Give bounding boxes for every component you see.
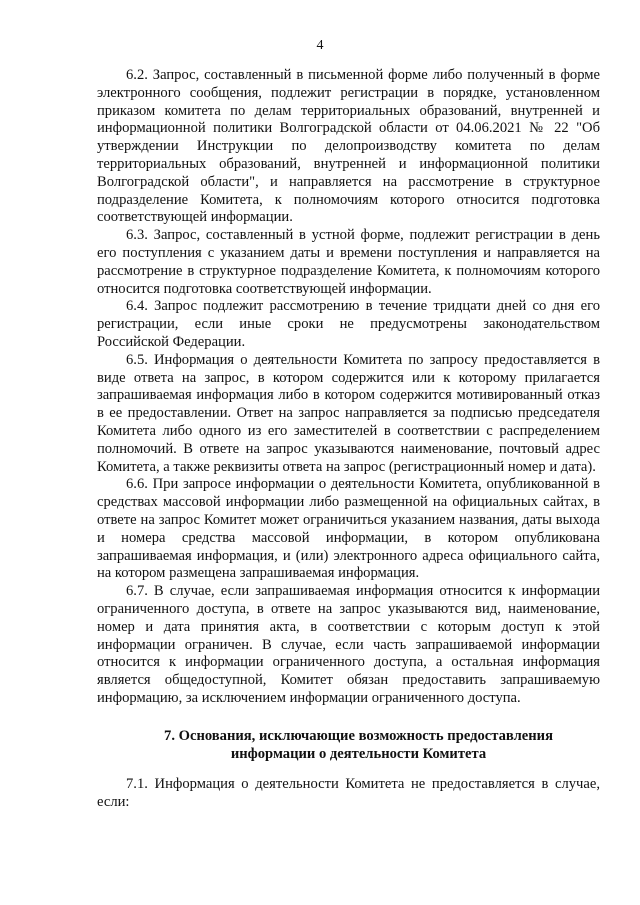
paragraph-6-6: 6.6. При запросе информации о деятельности Комитета, опубликованной в средствах массовой информации либо размещенной на официальных сайтах, в ответе на запрос Комитет может ограничиться указанием названия, даты выхода и номера средства массовой информации, в котором опубликована запрашиваемая информация, и (или) электронного адреса официального сайта, на котором размещена запрашиваемая информация. [97,476,600,582]
paragraph-6-2: 6.2. Запрос, составленный в письменной форме либо полученный в форме электронного сообщения, подлежит регистрации в порядке, установленном приказом комитета по делам территориальных образований, внутренней и информационной политики Волгоградской области от 04.06.2021 № 22 "Об утверждении Инструкции по делопроизводству комитета по делам территориальных образований, внутренней и информационной политики Волгоградской области", и направляется на рассмотрение в структурное подразделение Комитета, к полномочиям которого относится подготовка соответствующей информации. [97,67,600,226]
document-body [97,67,600,708]
section-heading-line-1: 7. Основания, исключающие возможность предоставления [164,728,553,744]
paragraph-7-1: 7.1. Информация о деятельности Комитета не предоставляется в случае, если: [97,776,600,810]
page-number: 4 [316,38,324,53]
paragraph-6-7: 6.7. В случае, если запрашиваемая информация относится к информации ограниченного доступа, в ответе на запрос указываются вид, наименование, номер и дата принятия акта, в соответствии с которым доступ к этой информации ограничен. В случае, если часть запрашиваемой информации относится к информации ограниченного доступа, а остальная информация является общедоступной, Комитет обязан предоставить запрашиваемую информацию, за исключением информации ограниченного доступа. [97,583,600,706]
section-7-body [97,776,600,812]
paragraph-6-5: 6.5. Информация о деятельности Комитета по запросу предоставляется в виде ответа на запрос, в котором содержится или к которому прилагается запрашиваемая информация либо в котором содержится мотивированный отказ в ее предоставлении. Ответ на запрос направляется за подписью председателя Комитета либо одного из его заместителей в соответствии с распределением полномочий. В ответе на запрос указываются наименование, почтовый адрес Комитета, а также реквизиты ответа на запрос (регистрационный номер и дата). [97,351,600,475]
section-heading-line-2: информации о деятельности Комитета [230,746,487,762]
section-7-heading [97,727,600,763]
paragraph-6-3: 6.3. Запрос, составленный в устной форме, подлежит регистрации в день его поступления с указанием даты и времени поступления и направляется на рассмотрение в структурное подразделение Комитета, к полномочиям которого относится подготовка соответствующей информации. [97,227,600,297]
paragraph-6-4: 6.4. Запрос подлежит рассмотрению в течение тридцати дней со дня его регистрации, если иные сроки не предусмотрены законодательством Российской Федерации. [97,298,600,350]
